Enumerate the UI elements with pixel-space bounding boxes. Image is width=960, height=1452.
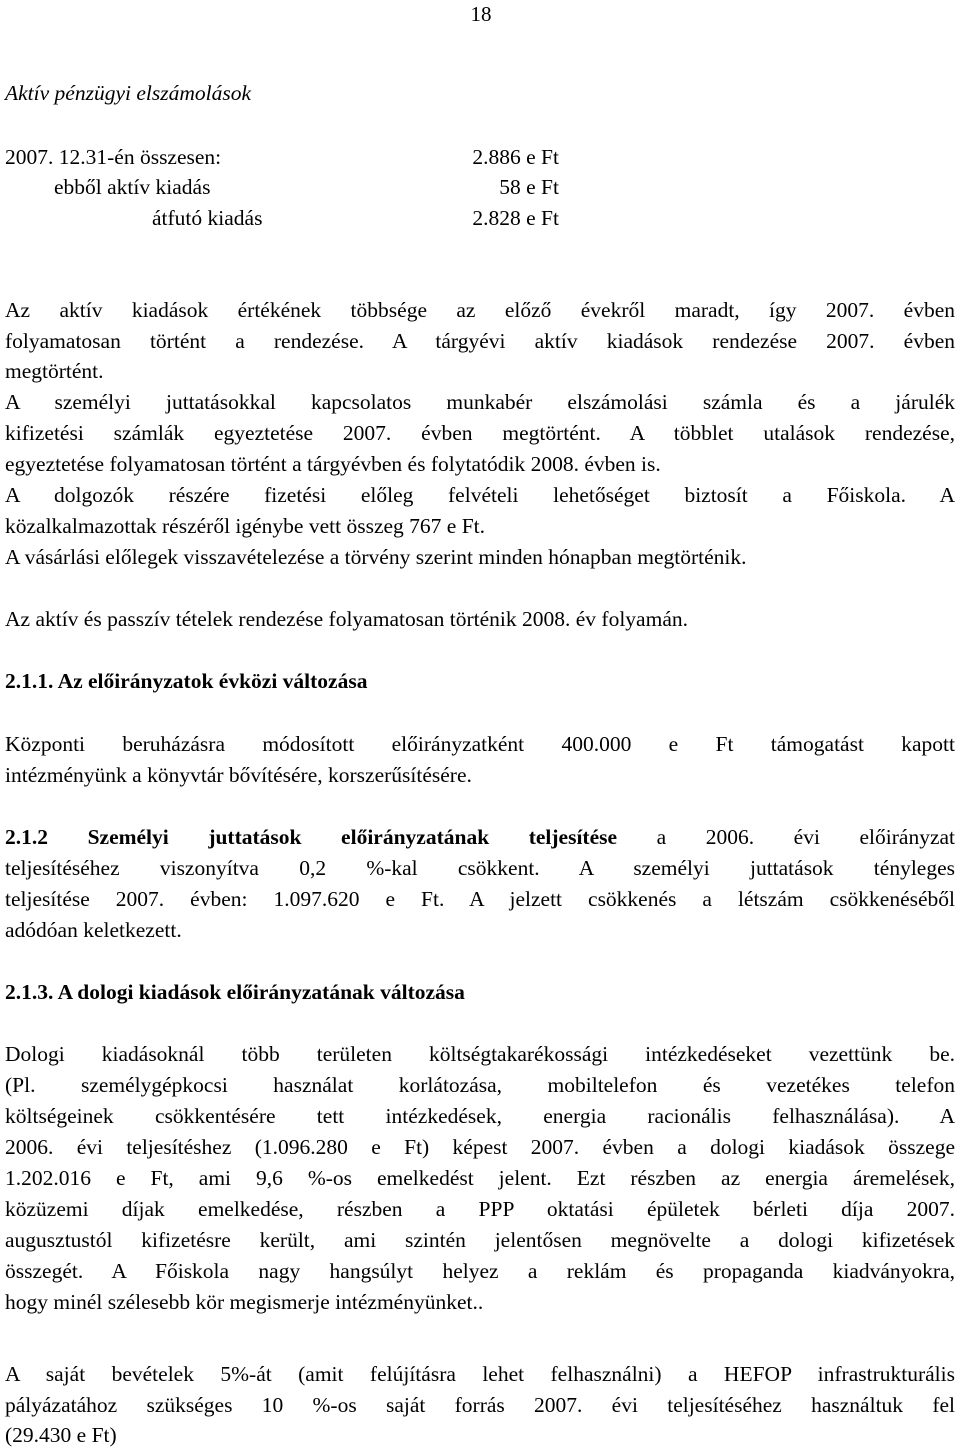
heading-2-1-2-title: 2.1.2 Személyi juttatások előirányzatának teljesítése (5, 825, 618, 849)
paragraph-line: 2006. évi teljesítéshez (1.096.280 e Ft) képest 2007. évben a dologi kiadások összege (5, 1135, 955, 1159)
summary-label-active: ebből aktív kiadás (54, 175, 211, 199)
summary-label-transit: átfutó kiadás (152, 206, 263, 230)
paragraph-line: közüzemi díjak emelkedése, részben a PPP oktatási épületek bérleti díja 2007. (5, 1197, 955, 1221)
paragraph-line: adódóan keletkezett. (5, 918, 182, 942)
paragraph-line: teljesítéséhez viszonyítva 0,2 %-kal csökkent. A személyi juttatások tényleges (5, 856, 955, 880)
heading-2-1-3: 2.1.3. A dologi kiadások előirányzatának változása (5, 980, 465, 1004)
paragraph-line: egyeztetése folyamatosan történt a tárgyévben és folytatódik 2008. évben is. (5, 452, 661, 476)
heading-2-1-2 (5, 823, 955, 851)
paragraph-line: Központi beruházásra módosított előirányzatként 400.000 e Ft támogatást kapott (5, 732, 955, 756)
paragraph-line: összegét. A Főiskola nagy hangsúlyt helyez a reklám és propaganda kiadványokra, (5, 1259, 955, 1283)
paragraph-line: A dolgozók részére fizetési előleg felvételi lehetőséget biztosít a Főiskola. A (5, 483, 955, 507)
paragraph-line: teljesítése 2007. évben: 1.097.620 e Ft. A jelzett csökkenés a létszám csökkenéséből (5, 887, 955, 911)
paragraph-line: augusztustól kifizetésre került, ami szintén jelentősen megnövelte a dologi kifizetések (5, 1228, 955, 1252)
section-title: Aktív pénzügyi elszámolások (5, 81, 252, 105)
summary-value-active: 58 e Ft (499, 175, 559, 199)
summary-value-total: 2.886 e Ft (472, 145, 559, 169)
summary-value-transit: 2.828 e Ft (472, 206, 559, 230)
paragraph-line: közalkalmazottak részéről igénybe vett összeg 767 e Ft. (5, 514, 486, 538)
paragraph-line: költségeinek csökkentésére tett intézkedések, energia racionális felhasználása). A (5, 1104, 955, 1128)
paragraph-line: intézményünk a könyvtár bővítésére, korszerűsítésére. (5, 763, 472, 787)
paragraph-line: (Pl. személygépkocsi használat korlátozása, mobiltelefon és vezetékes telefon (5, 1073, 955, 1097)
paragraph-line: A saját bevételek 5%-át (amit felújításra lehet felhasználni) a HEFOP infrastrukturális (5, 1362, 955, 1386)
page-number: 18 (470, 2, 492, 26)
paragraph-line: A személyi juttatásokkal kapcsolatos munkabér elszámolási számla és a járulék (5, 390, 955, 414)
paragraph-line: (29.430 e Ft) (5, 1423, 117, 1447)
heading-2-1-1: 2.1.1. Az előirányzatok évközi változása (5, 669, 368, 693)
paragraph-line: Az aktív kiadások értékének többsége az előző évekről maradt, így 2007. évben (5, 298, 955, 322)
summary-label-total: 2007. 12.31-én összesen: (5, 145, 222, 169)
paragraph-line: A vásárlási előlegek visszavételezése a törvény szerint minden hónapban megtörténik. (5, 545, 747, 569)
heading-2-1-2-continuation: a 2006. évi előirányzat (617, 825, 955, 849)
paragraph-line: hogy minél szélesebb kör megismerje intézményünket.. (5, 1290, 484, 1314)
paragraph-line: 1.202.016 e Ft, ami 9,6 %-os emelkedést jelent. Ezt részben az energia áremelések, (5, 1166, 955, 1190)
paragraph-line: pályázatához szükséges 10 %-os saját forrás 2007. évi teljesítéséhez használtuk fel (5, 1393, 955, 1417)
paragraph-line: kifizetési számlák egyeztetése 2007. évben megtörtént. A többlet utalások rendezése, (5, 421, 955, 445)
paragraph-line: Dologi kiadásoknál több területen költségtakarékossági intézkedéseket vezettünk be. (5, 1042, 955, 1066)
paragraph-active-passive: Az aktív és passzív tételek rendezése folyamatosan történik 2008. év folyamán. (5, 607, 688, 631)
paragraph-line: megtörtént. (5, 359, 104, 383)
paragraph-line: folyamatosan történt a rendezése. A tárgyévi aktív kiadások rendezése 2007. évben (5, 329, 955, 353)
